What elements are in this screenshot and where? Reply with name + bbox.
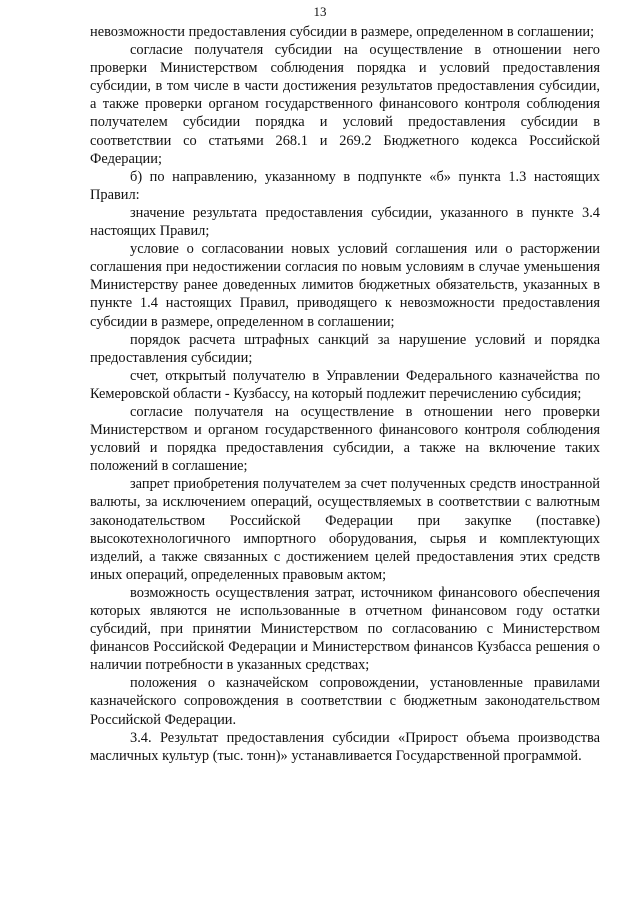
page-number: 13: [313, 4, 327, 19]
paragraph: согласие получателя субсидии на осуществление в отношении него проверки Министерством соблюдения порядка и условий предоставления субсидии, в том числе в части достижения результатов предоставления субсидии, а также проверки органом государственного финансового контроля соблюдения получателем субсидии порядка и условий предоставления субсидии в соответствии со статьями 268.1 и 269.2 Бюджетного кодекса Российской Федерации;: [90, 42, 600, 167]
paragraph: 3.4. Результат предоставления субсидии «Прирост объема производства масличных культур (тыс. тонн)» устанавливается Государственной программой.: [90, 729, 600, 764]
document-body: [90, 23, 600, 765]
paragraph: значение результата предоставления субсидии, указанного в пункте 3.4 настоящих Правил;: [90, 204, 600, 240]
paragraph: порядок расчета штрафных санкций за нарушение условий и порядка предоставления субсидии;: [90, 331, 600, 366]
paragraph: условие о согласовании новых условий соглашения или о расторжении соглашения при недостижении согласия по новым условиям в случае уменьшения Министерству ранее доведенных лимитов бюджетных обязательств, указанных в пункте 1.4 настоящих Правил, приводящего к невозможности предоставления субсидии в размере, определенном в соглашении;: [90, 241, 600, 330]
paragraph: счет, открытый получателю в Управлении Федерального казначейства по Кемеровской области - Кузбассу, на который подлежит перечислению субсидия;: [90, 367, 600, 402]
paragraph: возможность осуществления затрат, источником финансового обеспечения которых являются не использованные в отчетном финансовом году остатки субсидий, при принятии Министерством по согласованию с Министерством финансов Российской Федерации и Министерством финансов Кузбасса решения о наличии потребности в указанных средствах;: [90, 584, 600, 674]
paragraph: б) по направлению, указанному в подпункте «б» пункта 1.3 настоящих Правил:: [90, 168, 600, 203]
paragraph: невозможности предоставления субсидии в размере, определенном в соглашении;: [90, 24, 595, 40]
paragraph: запрет приобретения получателем за счет полученных средств иностранной валюты, за исключением операций, осуществляемых в соответствии с валютным законодательством Российской Федерации при закупке (поставке) высокотехнологичного импортного оборудования, сырья и комплектующих изделий, а также связанных с достижением целей предоставления этих средств иных операций, определенных правовым актом;: [90, 476, 600, 583]
paragraph: положения о казначейском сопровождении, установленные правилами казначейского сопровождения в соответствии с бюджетным законодательством Российской Федерации.: [90, 675, 600, 728]
paragraph: согласие получателя на осуществление в отношении него проверки Министерством и органом государственного финансового контроля соблюдения условий и порядка предоставления субсидии, а также на включение таких положений в соглашение;: [90, 403, 600, 475]
